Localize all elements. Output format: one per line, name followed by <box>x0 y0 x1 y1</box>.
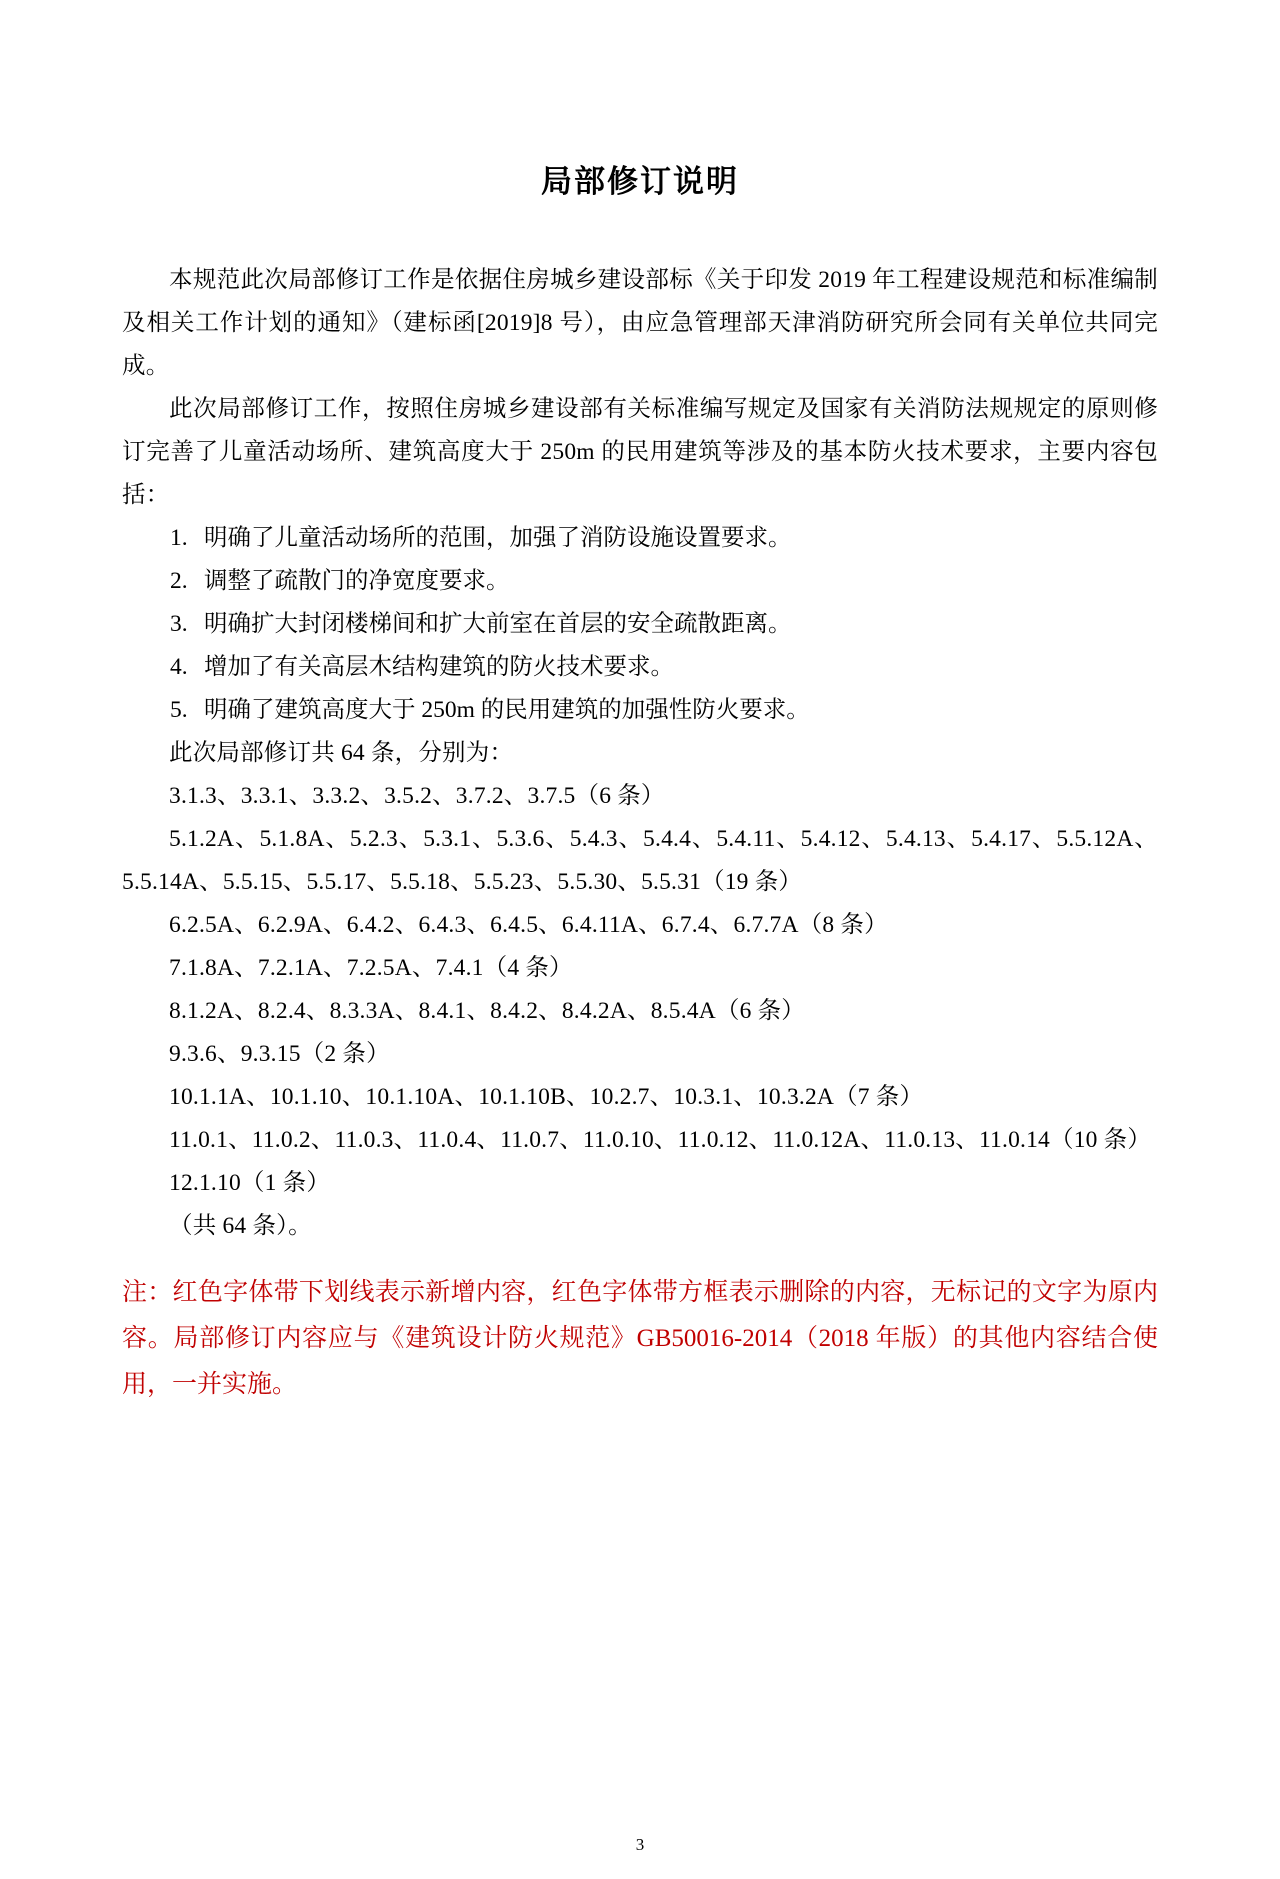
paragraph-2: 此次局部修订工作，按照住房城乡建设部有关标准编写规定及国家有关消防法规规定的原则修订完善了儿童活动场所、建筑高度大于 250m 的民用建筑等涉及的基本防火技术要求，主要内容包括： <box>122 396 1158 509</box>
list-item <box>122 517 1158 560</box>
clause-line: 11.0.1、11.0.2、11.0.3、11.0.4、11.0.7、11.0.10、11.0.12、11.0.12A、11.0.13、11.0.14（10 条） <box>169 1127 1152 1154</box>
page-number: 3 <box>635 1835 645 1854</box>
list-item-text: 明确扩大封闭楼梯间和扩大前室在首层的安全疏散距离。 <box>204 611 792 638</box>
clause-line: 7.1.8A、7.2.1A、7.2.5A、7.4.1（4 条） <box>169 955 573 982</box>
list-item-text: 明确了建筑高度大于 250m 的民用建筑的加强性防火要求。 <box>204 697 810 724</box>
document-page <box>0 160 1280 1879</box>
clause-line: 5.1.2A、5.1.8A、5.2.3、5.3.1、5.3.6、5.4.3、5.4.4、5.4.11、5.4.12、5.4.13、5.4.17、5.5.12A、5.5.14A、5.5.15、5.5.17、5.5.18、5.5.23、5.5.30、5.5.31（19 条） <box>122 826 1158 896</box>
clause-line: 6.2.5A、6.2.9A、6.4.2、6.4.3、6.4.5、6.4.11A、6.7.4、6.7.7A（8 条） <box>169 912 888 939</box>
list-item-text: 调整了疏散门的净宽度要求。 <box>204 568 510 595</box>
numbered-list <box>122 517 1158 732</box>
list-item-text: 增加了有关高层木结构建筑的防火技术要求。 <box>204 654 674 681</box>
revision-note: 注：红色字体带下划线表示新增内容，红色字体带方框表示删除的内容，无标记的文字为原内容。局部修订内容应与《建筑设计防火规范》GB50016-2014（2018 年版）的其他内容结合使用，一并实施。 <box>122 1279 1158 1399</box>
list-item <box>122 646 1158 689</box>
list-item-number: 2. <box>170 568 188 595</box>
list-item-number: 1. <box>170 525 188 552</box>
clause-intro: 此次局部修订共 64 条，分别为： <box>169 740 514 767</box>
clause-line: 10.1.1A、10.1.10、10.1.10A、10.1.10B、10.2.7、10.3.1、10.3.2A（7 条） <box>169 1084 924 1111</box>
page-title: 局部修订说明 <box>541 164 739 199</box>
clause-line: 9.3.6、9.3.15（2 条） <box>169 1041 390 1068</box>
clause-line: （共 64 条）。 <box>169 1213 312 1240</box>
clause-line: 12.1.10（1 条） <box>169 1170 331 1197</box>
list-item-number: 4. <box>170 654 188 681</box>
list-item-number: 3. <box>170 611 188 638</box>
list-item <box>122 603 1158 646</box>
clause-line: 3.1.3、3.3.1、3.3.2、3.5.2、3.7.2、3.7.5（6 条） <box>169 783 665 810</box>
list-item <box>122 560 1158 603</box>
clause-line: 8.1.2A、8.2.4、8.3.3A、8.4.1、8.4.2、8.4.2A、8.5.4A（6 条） <box>169 998 806 1025</box>
list-item-number: 5. <box>170 697 188 724</box>
list-item-text: 明确了儿童活动场所的范围，加强了消防设施设置要求。 <box>204 525 792 552</box>
paragraph-1: 本规范此次局部修订工作是依据住房城乡建设部标《关于印发 2019 年工程建设规范和标准编制及相关工作计划的通知》（建标函[2019]8 号），由应急管理部天津消防研究所会同有关单位共同完成。 <box>122 267 1158 380</box>
document-body <box>122 259 1158 1408</box>
list-item <box>122 689 1158 732</box>
